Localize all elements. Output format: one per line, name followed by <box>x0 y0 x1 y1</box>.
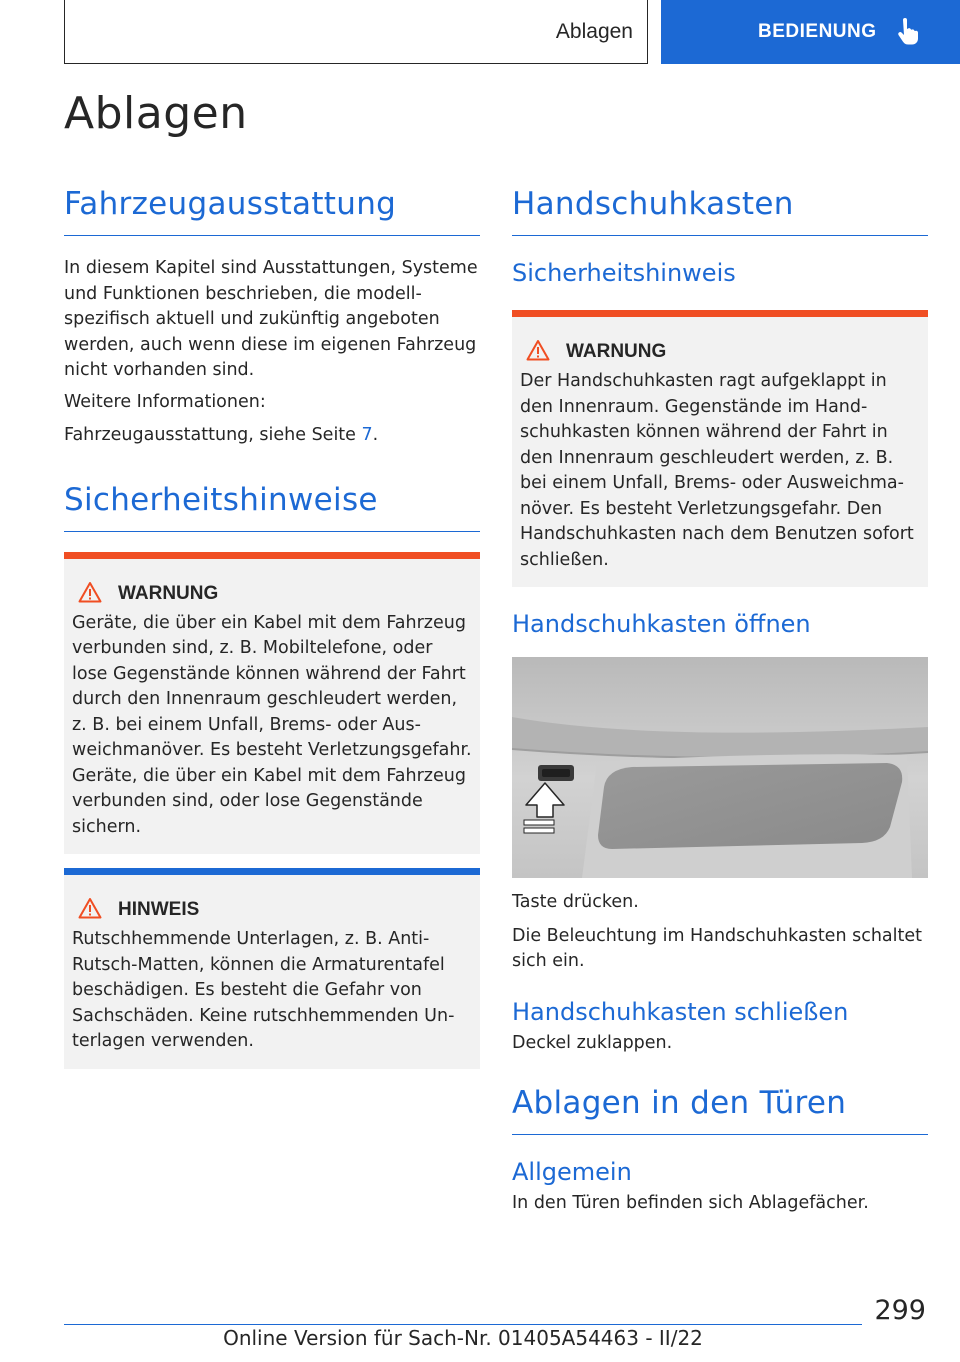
more-info-label: Weitere Informationen: <box>64 391 266 412</box>
chapter-tab-label: BEDIENUNG <box>758 21 877 42</box>
reference-line <box>64 423 480 449</box>
open-step-2: Die Beleuchtung im Handschuhkasten schaltet sich ein. <box>512 925 923 971</box>
glovebox-warning-title: WARNUNG <box>566 341 667 362</box>
warning-triangle-icon <box>78 897 102 923</box>
warning-title: WARNUNG <box>118 582 219 604</box>
right-column <box>512 185 928 1217</box>
chapter-tab[interactable] <box>661 0 960 64</box>
warning-triangle-icon <box>78 581 102 607</box>
footer-text: Online Version für Sach-Nr. 01405A54463 - II/22 <box>223 1326 703 1350</box>
heading-glovebox-close: Handschuhkasten schließen <box>512 997 849 1026</box>
reference-text: Fahrzeugausstattung, siehe Seite <box>64 425 362 445</box>
close-text: Deckel zuklappen. <box>512 1032 673 1053</box>
warning-triangle-icon <box>526 339 550 365</box>
heading-glovebox-open: Handschuhkasten öffnen <box>512 610 811 638</box>
reference-end: . <box>372 425 379 445</box>
general-text: In den Türen befinden sich Ablagefächer. <box>512 1193 869 1213</box>
heading-glovebox-safety: Sicherheitshinweis <box>512 259 736 287</box>
glovebox-photo <box>512 657 928 878</box>
pointing-hand-icon <box>897 18 919 52</box>
page-title: Ablagen <box>64 88 248 139</box>
page-reference-link[interactable]: 7 <box>361 425 373 445</box>
heading-door-storage: Ablagen in den Türen <box>512 1084 928 1135</box>
hint-box <box>64 868 480 1069</box>
vehicle-equipment-text: In diesem Kapitel sind Ausstattungen, Systeme und Funktionen beschrieben, die modellspezifisch aktuell und zukünftig angeboten werden, auch wenn diese im eigenen Fahrzeug nicht vorhanden sind. <box>64 258 478 380</box>
glovebox-warning-text: Der Handschuhkasten ragt aufgeklappt in den Innenraum. Gegenstände im Handschuhkasten können während der Fahrt in den Innenraum geschleudert werden, z. B. bei einem Unfall, Brems- oder Ausweichmanöver. Es besteht Verletzungsgefahr. Den Handschuhkasten nach dem Benutzen sofort schließen. <box>520 371 914 570</box>
glovebox-warning-box <box>512 310 928 587</box>
footer-divider <box>64 1324 862 1325</box>
warning-box <box>64 552 480 855</box>
running-header <box>64 0 648 64</box>
warning-text: Geräte, die über ein Kabel mit dem Fahrzeug verbunden sind, z. B. Mobiltelefone, oder lose Gegenstände können während der Fahrt durch den Innenraum geschleudert werden, z. B. bei einem Unfall, Brems- oder Ausweichmanöver. Es besteht Verletzungsgefahr. Geräte, die über ein Kabel mit dem Fahrzeug verbunden sind, oder lose Gegenstände sichern. <box>72 612 472 837</box>
open-step-1: Taste drücken. <box>512 892 639 912</box>
heading-vehicle-equipment: Fahrzeugausstattung <box>64 185 480 236</box>
header-section-title: Ablagen <box>555 19 633 43</box>
heading-glovebox: Handschuhkasten <box>512 185 928 236</box>
heading-general: Allgemein <box>512 1158 632 1186</box>
hint-text: Rutschhemmende Unterlagen, z. B. Anti-Rutsch-Matten, können die Armaturentafel beschädigen. Es besteht die Gefahr von Sachschäden. Keine rutschhemmenden Unterlagen verwenden. <box>72 929 455 1051</box>
hint-title: HINWEIS <box>118 899 200 920</box>
heading-safety-notes: Sicherheitshinweise <box>64 481 480 532</box>
page-number: 299 <box>874 1295 926 1326</box>
left-column <box>64 185 480 1069</box>
